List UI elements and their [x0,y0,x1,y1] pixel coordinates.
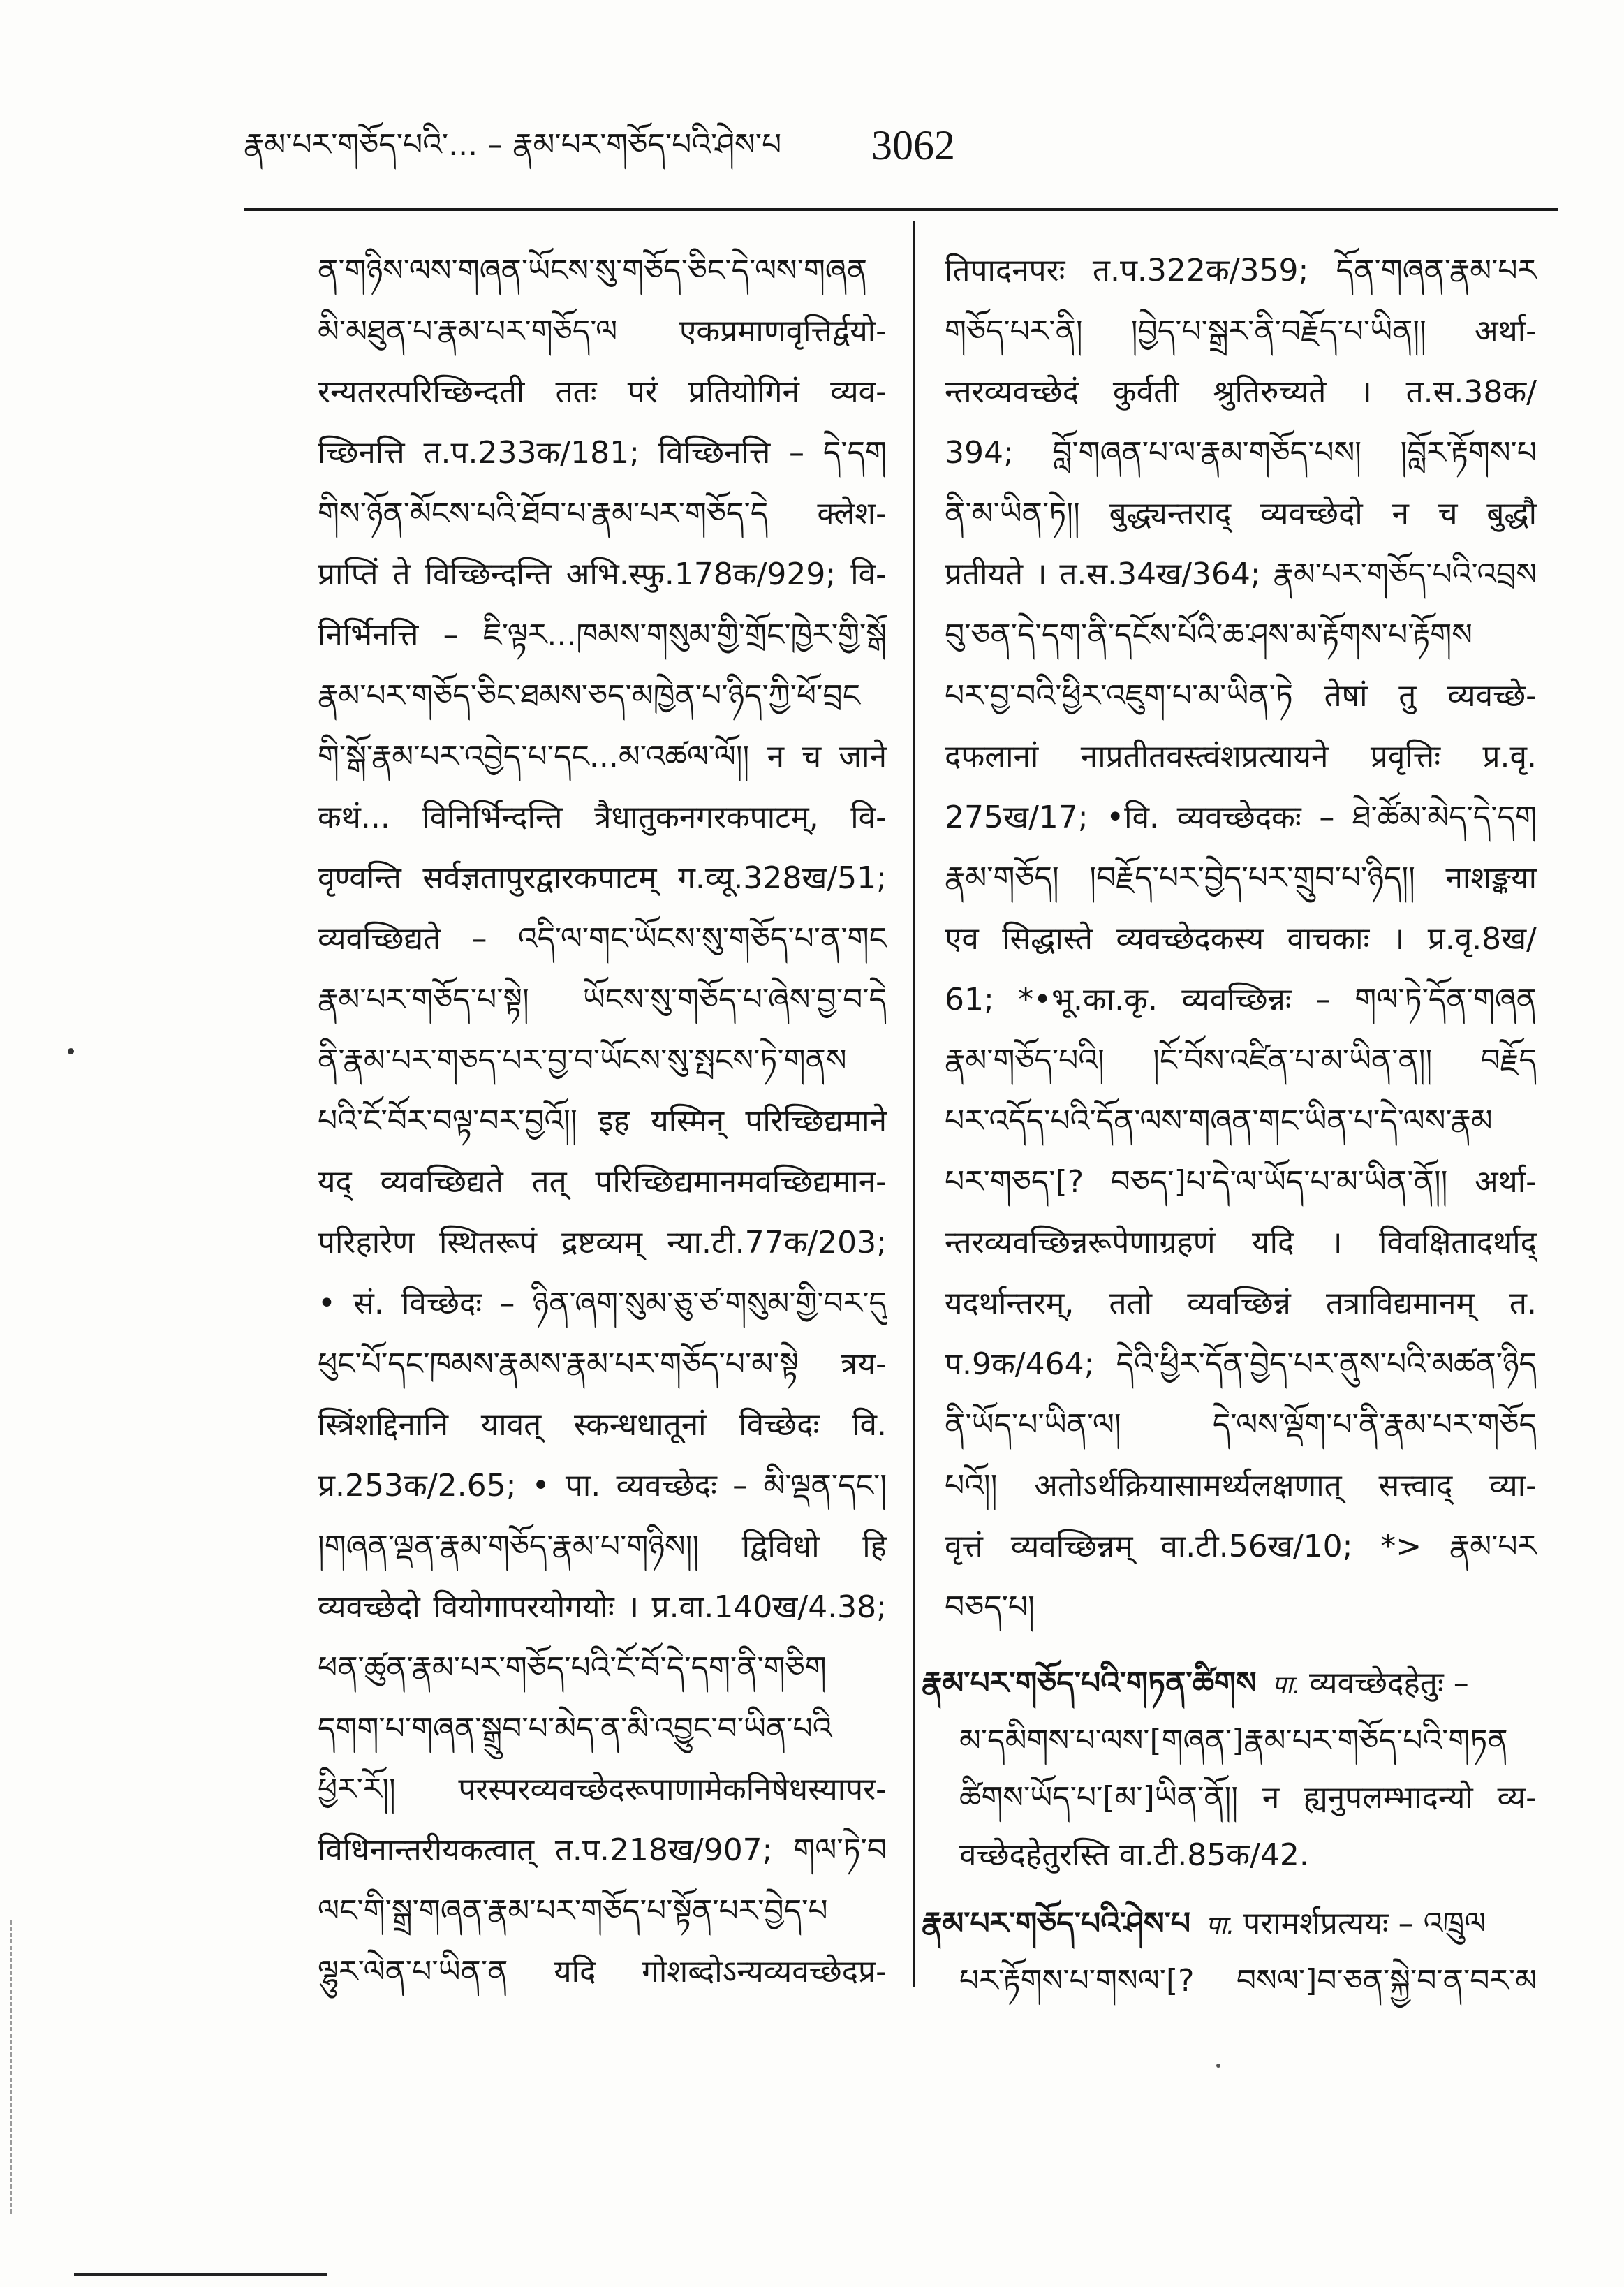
left-column-line: प्राप्तिं ते विच्छिन्दन्ति अभि.स्फु.178क/929; वि- [318,557,887,592]
column-divider [913,221,915,1987]
entry-headword: རྣམ་པར་གཅོད་པའི་གཏན་ཚིགས [922,1665,1257,1701]
entry-line: མ་དམིགས་པ་ལས་[གཞན་]རྣམ་པར་གཅོད་པའི་གཏན [959,1723,1508,1758]
entry-gloss: व्यवच्छेदहेतुः – [1308,1665,1469,1701]
dictionary-entry [922,1895,1537,2010]
left-column-line: परिहारेण स्थितरूपं द्रष्टव्यम् न्या.टी.77क/203; [318,1225,887,1260]
right-column-line: एव सिद्धास्ते व्यवच्छेदकस्य वाचकाः । प्र.वृ.8ख/ [945,921,1537,957]
left-column-line: निर्भिनत्ति – ཇི་ལྟར...ཁམས་གསུམ་གྱི་གྲོང་ཁྱེར་གྱི་སྒོ [318,617,887,653]
dictionary-entry [922,1655,1537,1884]
left-column-line: व्यवच्छेदो वियोगापरयोगयोः । प्र.वा.140ख/4.38; [318,1589,887,1625]
left-column-line: གིས་ཉོན་མོངས་པའི་ཐོབ་པ་རྣམ་པར་གཅོད་དེ क्लेश- [318,496,887,531]
left-column-line: • सं. विच्छेदः – ཉིན་ཞག་སུམ་ཅུ་ཙ་གསུམ་གྱི་བར་དུ [318,1286,887,1321]
right-column-line: པར་གཅད་[? བཅད་]པ་དེ་ལ་ཡོད་པ་མ་ཡིན་ནོ།། अर्था- [945,1164,1537,1200]
right-column-line: प.9क/464; དེའི་ཕྱིར་དོན་བྱེད་པར་ནུས་པའི་མཚན་ཉིད [945,1346,1537,1382]
right-column-line: दफलानां नाप्रतीतवस्त्वंशप्रत्यायने प्रवृत्तिः प्र.वृ. [945,739,1537,774]
right-column-line: प्रतीयते । त.स.34ख/364; རྣམ་པར་གཅོད་པའི་འབྲས [945,557,1537,592]
entry-head-line [922,1895,1537,1953]
left-column-line: ལྷུར་ལེན་པ་ཡིན་ན यदि गोशब्दोऽन्यव्यवच्छेदप्र- [318,1954,887,1990]
left-column-line: ཕུང་པོ་དང་ཁམས་རྣམས་རྣམ་པར་གཅོད་པ་མ་སྟེ त्रय- [318,1346,887,1382]
entry-gloss: परामर्शप्रत्ययः – འཁྲུལ [1243,1906,1486,1941]
right-column-line: वृत्तं व्यवच्छिन्नम् वा.टी.56ख/10; *> རྣམ་པར [945,1529,1537,1564]
footer-rule [74,2273,327,2276]
right-column-line: པའོ།། अतोऽर्थक्रियासामर्थ्यलक्षणात् सत्त्वाद् व्या- [945,1468,1537,1503]
right-column-line: यदर्थान्तरम्, ततो व्यवच्छिन्नं तत्राविद्यमानम् त. [945,1286,1537,1321]
left-column [318,240,887,2002]
entry-head-line [922,1655,1537,1712]
running-head: རྣམ་པར་གཅོད་པའི་... – རྣམ་པར་གཅོད་པའི་ཤེས་པ [244,127,782,163]
right-column-line: བུ་ཅན་དེ་དག་ནི་དངོས་པོའི་ཆ་ཤས་མ་རྟོགས་པ་རྟོགས [945,617,1472,653]
left-column-line: व्यवच्छिद्यते – འདི་ལ་གང་ཡོངས་སུ་གཅོད་པ་ན་གང [318,921,887,957]
entry-line: वच्छेदहेतुरस्ति वा.टी.85क/42. [959,1837,1309,1873]
right-column-line: 275ख/17; •वि. व्यवच्छेदकः – ཐེ་ཚོམ་མེད་དེ་དག [945,800,1537,835]
right-column-line: 61; *•भू.का.कृ. व्यवच्छिन्नः – གལ་ཏེ་དོན་གཞན [945,982,1537,1017]
left-column-line: གི་སྒོ་རྣམ་པར་འབྱེད་པ་དང...མ་འཚལ་ལོ།། न च जाने [318,739,887,774]
margin-scan-marks [10,1920,12,2214]
left-column-line: པའི་ངོ་བོར་བལྟ་བར་བྱའོ།། इह यस्मिन् परिच्छिद्यमाने [318,1103,887,1139]
left-column-line: རྣམ་པར་གཅོད་པ་སྟེ། ཡོངས་སུ་གཅོད་པ་ཞེས་བྱ་བ་དེ [318,982,887,1017]
left-column-line: कथं... विनिर्भिन्दन्ति त्रैधातुकनगरकपाटम्, वि- [318,800,887,835]
right-column-line: तिपादनपरः त.प.322क/359; དོན་གཞན་རྣམ་པར [945,253,1537,288]
left-column-line: ནི་རྣམ་པར་གཅད་པར་བྱ་བ་ཡོངས་སུ་སྤངས་ཏེ་གནས [318,1043,847,1078]
right-column-line: 394; བློ་གཞན་པ་ལ་རྣམ་གཅོད་པས། །བློར་རྟོགས་པ [945,435,1537,471]
entry-line: ཚིགས་ཡོད་པ་[མ་]ཡིན་ནོ།། न ह्यनुपलम्भादन्यो व्य- [959,1780,1537,1816]
left-column-line: विधिनान्तरीयकत्वात् त.प.218ख/907; གལ་ཏེ་བ [318,1832,887,1868]
left-column-line: च्छिनत्ति त.प.233क/181; विच्छिनत्ति – དེ་དག [318,435,887,471]
left-column-line: མི་མཐུན་པ་རྣམ་པར་གཅོད་ལ एकप्रमाणवृत्तिर्द्वयो- [318,314,887,349]
grammar-label: पा. [1206,1911,1235,1940]
left-column-line: ཕན་ཚུན་རྣམ་པར་གཅོད་པའི་ངོ་བོ་དེ་དག་ནི་གཅིག [318,1650,827,1686]
right-column-line: བཅད་པ། [945,1589,1035,1625]
right-column-line: པར་འདོད་པའི་དོན་ལས་གཞན་གང་ཡིན་པ་དེ་ལས་རྣམ [945,1103,1493,1139]
entry-line: པར་རྟོགས་པ་གསལ་[? བསལ་]བ་ཅན་སྐྱེ་བ་ན་བར་མ [959,1963,1537,1999]
left-column-line: ལང་གི་སྒྲ་གཞན་རྣམ་པར་གཅོད་པ་སྟོན་པར་བྱེད་པ [318,1893,828,1929]
entry-headword: རྣམ་པར་གཅོད་པའི་ཤེས་པ [922,1906,1191,1941]
right-column-line: न्तरव्यवच्छेदं कुर्वती श्रुतिरुच्यते । त.स.38क/ [945,374,1537,410]
right-column [922,240,1537,2010]
left-column-line: ན་གཉིས་ལས་གཞན་ཡོངས་སུ་གཅོད་ཅིང་དེ་ལས་གཞན [318,253,868,288]
right-column-line: རྣམ་གཅོད་པའི། །ངོ་བོས་འཛིན་པ་མ་ཡིན་ན།། བརྗོད [945,1043,1537,1078]
left-column-line: प्र.253क/2.65; • पा. व्यवच्छेदः – མི་ལྡན་དང་། [318,1468,887,1503]
left-column-line: དགག་པ་གཞན་སྒྲུབ་པ་མེད་ན་མི་འབྱུང་བ་ཡིན་པའི [318,1711,832,1746]
margin-dot [68,1048,74,1054]
left-column-line: यद् व्यवच्छिद्यते तत् परिच्छिद्यमानमवच्छिद्यमान- [318,1164,887,1200]
right-column-line: པར་བྱ་བའི་ཕྱིར་འཇུག་པ་མ་ཡིན་ཏེ तेषां तु व्यवच्छे- [945,678,1537,714]
left-column-line: स्त्रिंशद्दिनानि यावत् स्कन्धधातूनां विच्छेदः वि. [318,1407,887,1443]
scan-speck [1216,2064,1220,2068]
left-column-line: ཕྱིར་རོ།། परस्परव्यवच्छेदरूपाणामेकनिषेधस्यापर- [318,1772,887,1807]
right-column-line: ནི་ཡོད་པ་ཡིན་ལ། དེ་ལས་ལྡོག་པ་ནི་རྣམ་པར་གཅོད [945,1407,1537,1443]
page-number: 3062 [871,122,955,168]
left-column-line: रन्यतरत्परिच्छिन्दती ततः परं प्रतियोगिनं व्यव- [318,374,887,410]
right-column-line: གཅོད་པར་ནི། །བྱེད་པ་སྒྲར་ནི་བརྗོད་པ་ཡིན།། अर्था- [945,314,1537,349]
grammar-label: पा. [1271,1671,1301,1700]
right-column-line: རྣམ་གཅོད། །བརྗོད་པར་བྱེད་པར་གྲུབ་པ་ཉིད།། नाशङ्कया [945,860,1537,896]
left-column-line: वृण्वन्ति सर्वज्ञतापुरद्वारकपाटम् ग.व्यू.328ख/51; [318,860,887,896]
left-column-line: རྣམ་པར་གཅོད་ཅིང་ཐམས་ཅད་མཁྱེན་པ་ཉིད་ཀྱི་ཕོ་བྲང [318,678,860,714]
left-column-line: །གཞན་ལྡན་རྣམ་གཅོད་རྣམ་པ་གཉིས།། द्विविधो हि [318,1529,887,1564]
right-column-line: ནི་མ་ཡིན་ཏེ།། बुद्ध्यन्तराद् व्यवच्छेदो न च बुद्धौ [945,496,1537,531]
right-column-line: न्तरव्यवच्छिन्नरूपेणाग्रहणं यदि । विवक्षितादर्थाद् [945,1225,1537,1260]
header-rule [244,208,1558,211]
